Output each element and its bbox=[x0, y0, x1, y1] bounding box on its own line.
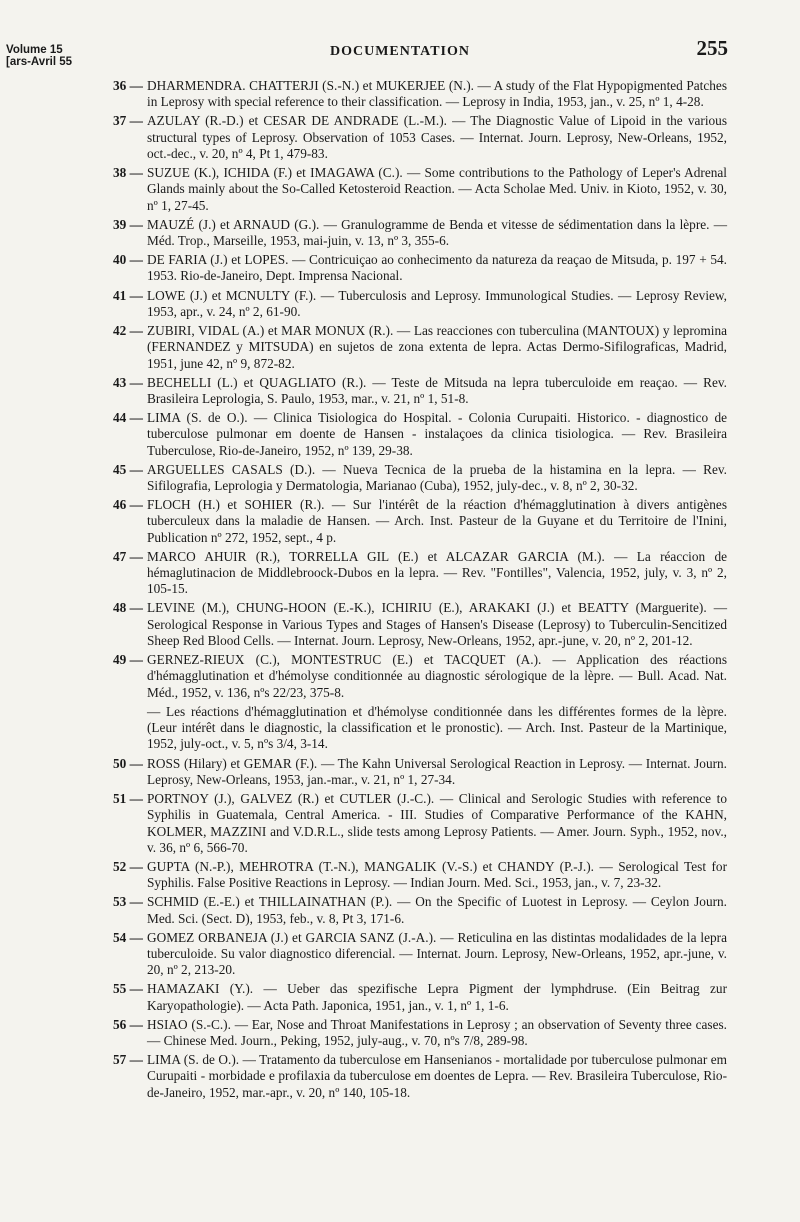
bibliography-entry bbox=[113, 981, 727, 1014]
entry-text: SCHMID (E.-E.) et THILLAINATHAN (P.). — On the Specific of Luotest in Leprosy. — Ceylon Journ. Med. Sci. (Sect. D), 1953, feb., v. 8, Pt 3, 171-6. bbox=[147, 894, 727, 926]
entry-text: FLOCH (H.) et SOHIER (R.). — Sur l'intérêt de la réaction d'hémagglutination à divers antigènes tuberculeux dans la maladie de Hansen. — Arch. Inst. Pasteur de la Guyane et du Territoire de l'Inini, Publication nº 272, 1952, sept., 4 p. bbox=[147, 497, 727, 545]
entry-text: GOMEZ ORBANEJA (J.) et GARCIA SANZ (J.-A.). — Reticulina en las distintas modalidades de la lepra tuberculoide. Su valor diagnostico diferencial. — Internat. Journ. Leprosy, New-Orleans, 1952, apr.-june, v. 20, nº 2, 213-20. bbox=[147, 929, 727, 978]
bibliography-entry bbox=[113, 288, 727, 321]
entry-text: SUZUE (K.), ICHIDA (F.) et IMAGAWA (C.). — Some contributions to the Pathology of Leper's Adrenal Glands mainly about the So-Called Ketosteroid Reaction. — Acta Scholae Med. Univ. in Kioto, 1952, v. 30, nº 1, 27-45. bbox=[147, 165, 727, 213]
entry-text: AZULAY (R.-D.) et CESAR DE ANDRADE (L.-M.). — The Diagnostic Value of Lipoid in the various structural types of Leprosy. Observation of 1053 Cases. — Internat. Journ. Leprosy, New-Orleans, 1952, oct.-dec., v. 20, nº 4, Pt 1, 479-83. bbox=[147, 113, 727, 161]
entry-number: 42 — bbox=[113, 322, 143, 338]
entry-number: 38 — bbox=[113, 165, 143, 181]
entry-number: 44 — bbox=[113, 410, 143, 426]
volume-line-1: Volume 15 bbox=[6, 44, 63, 56]
bibliography-entry bbox=[113, 791, 727, 856]
entry-text: HSIAO (S.-C.). — Ear, Nose and Throat Manifestations in Leprosy ; an observation of Seventy three cases. — Chinese Med. Journ., Peking, 1952, july-aug., v. 70, nºs 7/8, 289-98. bbox=[147, 1016, 727, 1049]
bibliography-entry bbox=[113, 652, 727, 701]
bibliography-entry bbox=[113, 410, 727, 459]
entry-number: 48 — bbox=[113, 600, 143, 616]
entry-text: HAMAZAKI (Y.). — Ueber das spezifische Lepra Pigment der lymphdruse. (Ein Beitrag zur Karyopathologie). — Acta Path. Japonica, 1951, jan., v. 1, nº 1, 1-6. bbox=[147, 981, 727, 1013]
entry-number: 39 — bbox=[113, 216, 143, 232]
bibliography-entry bbox=[113, 165, 727, 214]
bibliography-entry bbox=[113, 78, 727, 111]
entry-text: MAUZÉ (J.) et ARNAUD (G.). — Granulogramme de Benda et vitesse de sédimentation dans la lèpre. — Méd. Trop., Marseille, 1953, mai-juin, v. 13, nº 3, 355-6. bbox=[147, 216, 727, 249]
entry-text: LOWE (J.) et MCNULTY (F.). — Tuberculosis and Leprosy. Immunological Studies. — Leprosy Review, 1953, apr., v. 24, nº 2, 61-90. bbox=[147, 287, 727, 319]
bibliography-entry bbox=[113, 217, 727, 250]
bibliography-entry bbox=[113, 113, 727, 162]
bibliography-entry bbox=[113, 704, 727, 753]
running-title: DOCUMENTATION bbox=[329, 44, 471, 59]
entry-number: 50 — bbox=[113, 755, 143, 771]
entry-number: 41 — bbox=[113, 287, 143, 303]
bibliography-entry bbox=[113, 375, 727, 408]
entry-text: GERNEZ-RIEUX (C.), MONTESTRUC (E.) et TACQUET (A.). — Application des réactions d'hémagglutination et d'hémolyse conditionnée au diagnostic sérologique de la lèpre. — Bull. Acad. Nat. Méd., 1952, v. 136, nºs 22/23, 375-8. bbox=[147, 652, 727, 700]
bibliography-entry bbox=[113, 462, 727, 495]
entry-number: 49 — bbox=[113, 652, 143, 668]
bibliography-entry bbox=[113, 600, 727, 649]
entry-text: DE FARIA (J.) et LOPES. — Contricuiçao ao conhecimento da natureza da reaçao de Mitsuda, p. 197 + 54. 1953. Rio-de-Janeiro, Dept. Imprensa Nacional. bbox=[147, 252, 727, 284]
bibliography-entry bbox=[113, 859, 727, 892]
bibliography-list bbox=[113, 78, 727, 1104]
entry-number: 37 — bbox=[113, 113, 143, 129]
bibliography-entry bbox=[113, 756, 727, 789]
entry-text: BECHELLI (L.) et QUAGLIATO (R.). — Teste de Mitsuda na lepra tuberculoide em reaçao. — Rev. Brasileira Leprologia, S. Paulo, 1953, mar., v. 21, nº 1, 51-8. bbox=[147, 374, 727, 406]
entry-number: 47 — bbox=[113, 548, 143, 564]
entry-number: 52 — bbox=[113, 858, 143, 874]
entry-text: LIMA (S. de O.). — Tratamento da tuberculose em Hansenianos - mortalidade por tuberculose pulmonar em Curupaiti - morbidade e profilaxia da tuberculose em doentes de Lepra. — Rev. Brasileira Tuberculose, Rio-de-Janeiro, 1952, mar.-apr., v. 20, nº 140, 105-18. bbox=[147, 1052, 727, 1100]
bibliography-entry bbox=[113, 1052, 727, 1101]
bibliography-entry bbox=[113, 1017, 727, 1050]
volume-line-2: [ars-Avril 55 bbox=[6, 56, 73, 68]
entry-number: 55 — bbox=[113, 981, 143, 997]
entry-number: 43 — bbox=[113, 374, 143, 390]
entry-text: DHARMENDRA. CHATTERJI (S.-N.) et MUKERJEE (N.). — A study of the Flat Hypopigmented Patches in Leprosy with special reference to their classification. — Leprosy in India, 1953, jan., v. 25, nº 1, 4-28. bbox=[147, 78, 727, 110]
entry-text: ZUBIRI, VIDAL (A.) et MAR MONUX (R.). — Las reacciones con tuberculina (MANTOUX) y lepromina (FERNANDEZ y MITSUDA) en sujetos de zona extenta de lepra. Actas Dermo-Sifilograficas, Madrid, 1951, june 42, nº 9, 872-82. bbox=[147, 322, 727, 371]
entry-number: 45 — bbox=[113, 461, 143, 477]
bibliography-entry bbox=[113, 894, 727, 927]
entry-number: 53 — bbox=[113, 894, 143, 910]
bibliography-entry bbox=[113, 252, 727, 285]
entry-number: 46 — bbox=[113, 497, 143, 513]
entry-number: 36 — bbox=[113, 78, 143, 93]
entry-text: GUPTA (N.-P.), MEHROTRA (T.-N.), MANGALIK (V.-S.) et CHANDY (P.-J.). — Serological Test for Syphilis. False Positive Reactions in Leprosy. — Indian Journ. Med. Sci., 1953, jan., v. 7, 23-32. bbox=[147, 858, 727, 891]
entry-text: MARCO AHUIR (R.), TORRELLA GIL (E.) et ALCAZAR GARCIA (M.). — La réaccion de hémaglutinacion de Middlebroock-Dubos en la lepra. — Rev. "Fontilles", Valencia, 1952, july, v. 3, nº 2, 105-15. bbox=[147, 548, 727, 597]
page-number: 255 bbox=[696, 36, 728, 60]
entry-number: 57 — bbox=[113, 1052, 143, 1068]
bibliography-entry bbox=[113, 497, 727, 546]
bibliography-entry bbox=[113, 549, 727, 598]
entry-text: ROSS (Hilary) et GEMAR (F.). — The Kahn Universal Serological Reaction in Leprosy. — Internat. Journ. Leprosy, New-Orleans, 1953, jan.-mar., v. 21, nº 1, 27-34. bbox=[147, 755, 727, 787]
bibliography-entry bbox=[113, 930, 727, 979]
entry-number: 51 — bbox=[113, 790, 143, 806]
entry-number: 40 — bbox=[113, 252, 143, 268]
entry-text: LIMA (S. de O.). — Clinica Tisiologica do Hospital. - Colonia Curupaiti. Historico. - diagnostico de tuberculose pulmonar em doente de Hansen - instalaçoes da clinica tisiologica. — Rev. Brasileira Tuberculose, Rio-de-Janeiro, 1952, nº 139, 29-38. bbox=[147, 410, 727, 458]
entry-text: — Les réactions d'hémagglutination et d'hémolyse conditionnée dans les différentes formes de la lèpre. (Leur intérêt dans le diagnostic, la classification et le pronostic). — Arch. Inst. Pasteur de la Martinique, 1952, july-oct., v. 5, nºs 3/4, 3-14. bbox=[147, 703, 727, 752]
entry-text: PORTNOY (J.), GALVEZ (R.) et CUTLER (J.-C.). — Clinical and Serologic Studies with reference to Syphilis in Guatemala, Central America. - III. Studies of Comparative Performance of the KAHN, KOLMER, MAZZINI and V.D.R.L., slide tests among Leprosy Patients. — Amer. Journ. Syph., 1952, nov., v. 36, nº 6, 566-70. bbox=[147, 790, 727, 855]
entry-text: LEVINE (M.), CHUNG-HOON (E.-K.), ICHIRIU (E.), ARAKAKI (J.) et BEATTY (Marguerite). — Serological Response in Various Types and Stages of Hansen's Disease (Leprosy) to Tuberculin-Sencitized Sheep Red Blood Cells. — Internat. Journ. Leprosy, New-Orleans, 1952, apr.-june, v. 20, nº 2, 201-12. bbox=[147, 600, 727, 649]
entry-text: ARGUELLES CASALS (D.). — Nueva Tecnica de la prueba de la histamina en la lepra. — Rev. Sifilografia, Leprologia y Dermatologia, Marianao (Cuba), 1952, july-dec., v. 8, nº 2, 30-32. bbox=[147, 461, 727, 493]
entry-number: 54 — bbox=[113, 929, 143, 945]
entry-number: 56 — bbox=[113, 1016, 143, 1032]
bibliography-entry bbox=[113, 323, 727, 372]
